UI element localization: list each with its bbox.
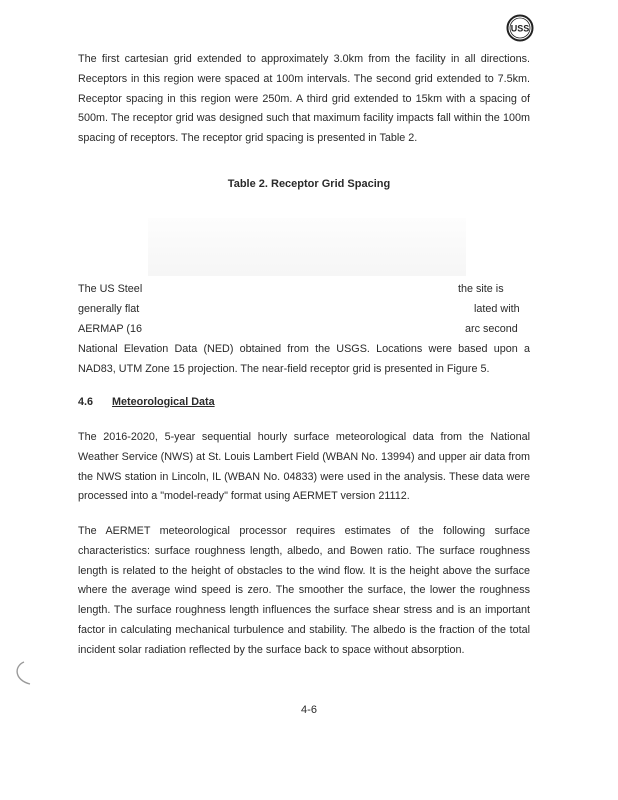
paragraph-terrain-rest: National Elevation Data (NED) obtained from the USGS. Locations were based upon a NAD83, UTM Zone 15 projection. The near-field receptor grid is presented in Figure 5. xyxy=(78,343,530,375)
uss-logo-icon xyxy=(506,14,534,42)
paragraph-terrain-line3-left: AERMAP (16 xyxy=(78,323,143,335)
paragraph-terrain-line1-left: The US Steel xyxy=(78,283,143,295)
table-image-region xyxy=(148,218,466,276)
section-number: 4.6 xyxy=(78,396,94,408)
paragraph-terrain-line2-left: generally flat xyxy=(78,303,140,315)
scan-artifact-mark xyxy=(10,660,40,686)
paragraph-terrain-line1-right: the site is xyxy=(458,283,504,295)
page-number: 4-6 xyxy=(301,704,317,716)
paragraph-terrain-line2-right: lated with xyxy=(474,303,520,315)
table-title: Table 2. Receptor Grid Spacing xyxy=(227,178,391,190)
paragraph-aermet: The AERMET meteorological processor requires estimates of the following surface characteristics: surface roughness length, albedo, and Bowen ratio. The surface roughness length is related to the height of obstacles to the wind flow. It is the height above the surface where the average wind speed is zero. The smoother the surface, the lower the roughness length. The surface roughness length influences the surface shear stress and is an important factor in calculating mechanical turbulence and stability. The albedo is the fraction of the total incident solar radiation reflected by the surface back to space without absorption. xyxy=(78,525,530,656)
paragraph-met-data: The 2016-2020, 5-year sequential hourly surface meteorological data from the National Weather Service (NWS) at St. Louis Lambert Field (WBAN No. 13994) and upper air data from the NWS station in Lincoln, IL (WBAN No. 04833) were used in the analysis. These data were processed into a "model-ready" format using AERMET version 21112. xyxy=(78,431,530,503)
paragraph-receptor-grids: The first cartesian grid extended to approximately 3.0km from the facility in all directions. Receptors in this region were spaced at 100m intervals. The second grid extended to 7.5km. Receptor spacing in this region were 250m. A third grid extended to 15km with a spacing of 500m. The receptor grid was designed such that maximum facility impacts fall within the 100m spacing of receptors. The receptor grid spacing is presented in Table 2. xyxy=(78,53,530,145)
logo-text: USS xyxy=(510,23,530,34)
section-title: Meteorological Data xyxy=(112,396,215,408)
paragraph-terrain-line3-right: arc second xyxy=(465,323,518,335)
